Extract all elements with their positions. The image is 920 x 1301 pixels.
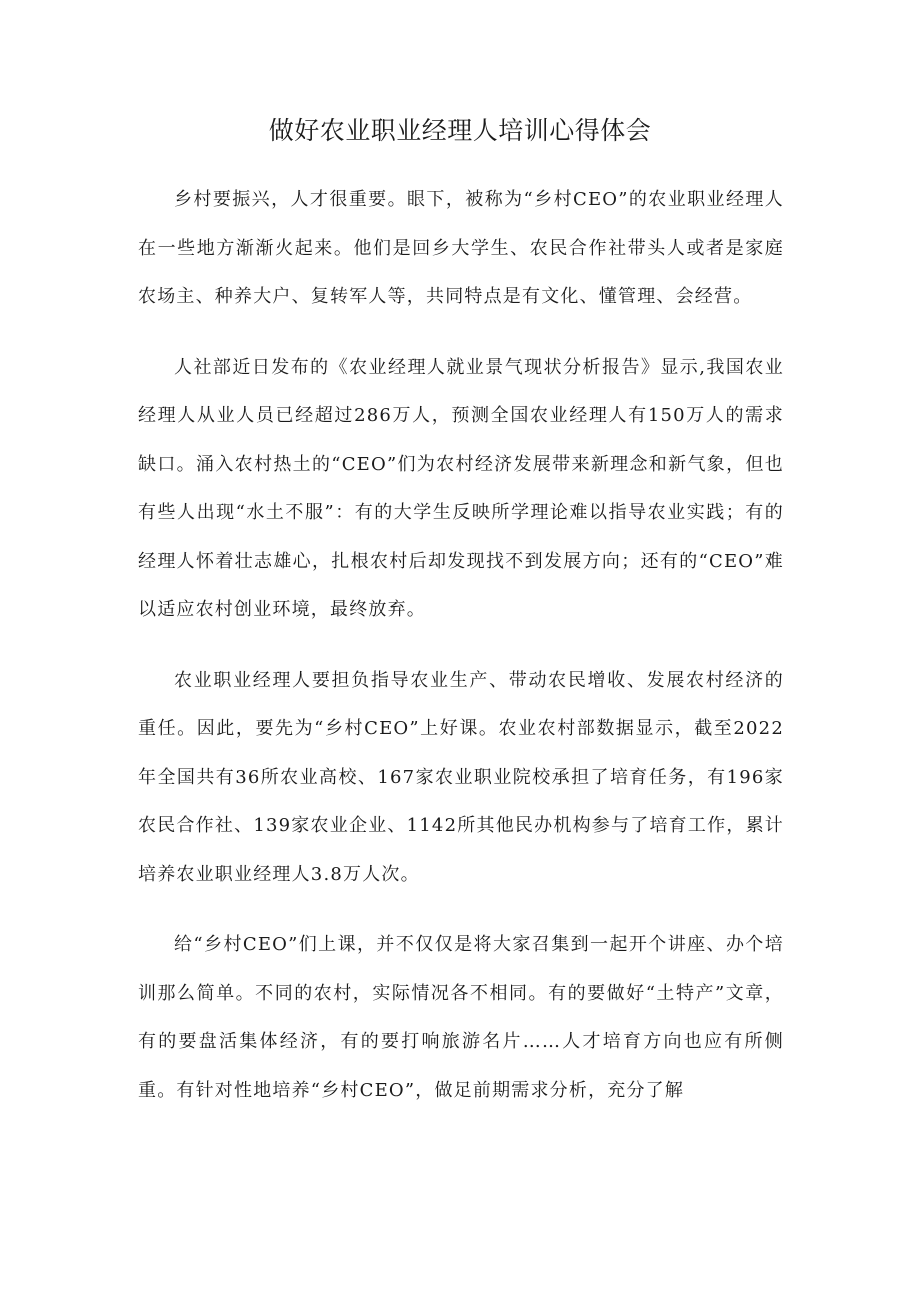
paragraph-1: 乡村要振兴，人才很重要。眼下，被称为“乡村CEO”的农业职业经理人在一些地方渐渐火起来。他们是回乡大学生、农民合作社带头人或者是家庭农场主、种养大户、复转军人等，共同特点是有文化、懂管理、会经营。 bbox=[138, 189, 784, 307]
paragraph-2: 人社部近日发布的《农业经理人就业景气现状分析报告》显示,我国农业经理人从业人员已经超过286万人，预测全国农业经理人有150万人的需求缺口。涌入农村热土的“CEO”们为农村经济发展带来新理念和新气象，但也有些人出现“水土不服”：有的大学生反映所学理论难以指导农业实践；有的经理人怀着壮志雄心，扎根农村后却发现找不到发展方向；还有的“CEO”难以适应农村创业环境，最终放弃。 bbox=[138, 356, 784, 620]
document-title: 做好农业职业经理人培训心得体会 bbox=[268, 116, 652, 145]
paragraph-4: 给“乡村CEO”们上课，并不仅仅是将大家召集到一起开个讲座、办个培训那么简单。不同的农村，实际情况各不相同。有的要做好“土特产”文章，有的要盘活集体经济，有的要打响旅游名片……人才培育方向也应有所侧重。有针对性地培养“乡村CEO”，做足前期需求分析，充分了解 bbox=[138, 934, 784, 1101]
document-body bbox=[138, 176, 784, 1137]
paragraph-3: 农业职业经理人要担负指导农业生产、带动农民增收、发展农村经济的重任。因此，要先为“乡村CEO”上好课。农业农村部数据显示，截至2022年全国共有36所农业高校、167家农业职业院校承担了培育任务，有196家农民合作社、139家农业企业、1142所其他民办机构参与了培育工作，累计培养农业职业经理人3.8万人次。 bbox=[138, 669, 784, 885]
